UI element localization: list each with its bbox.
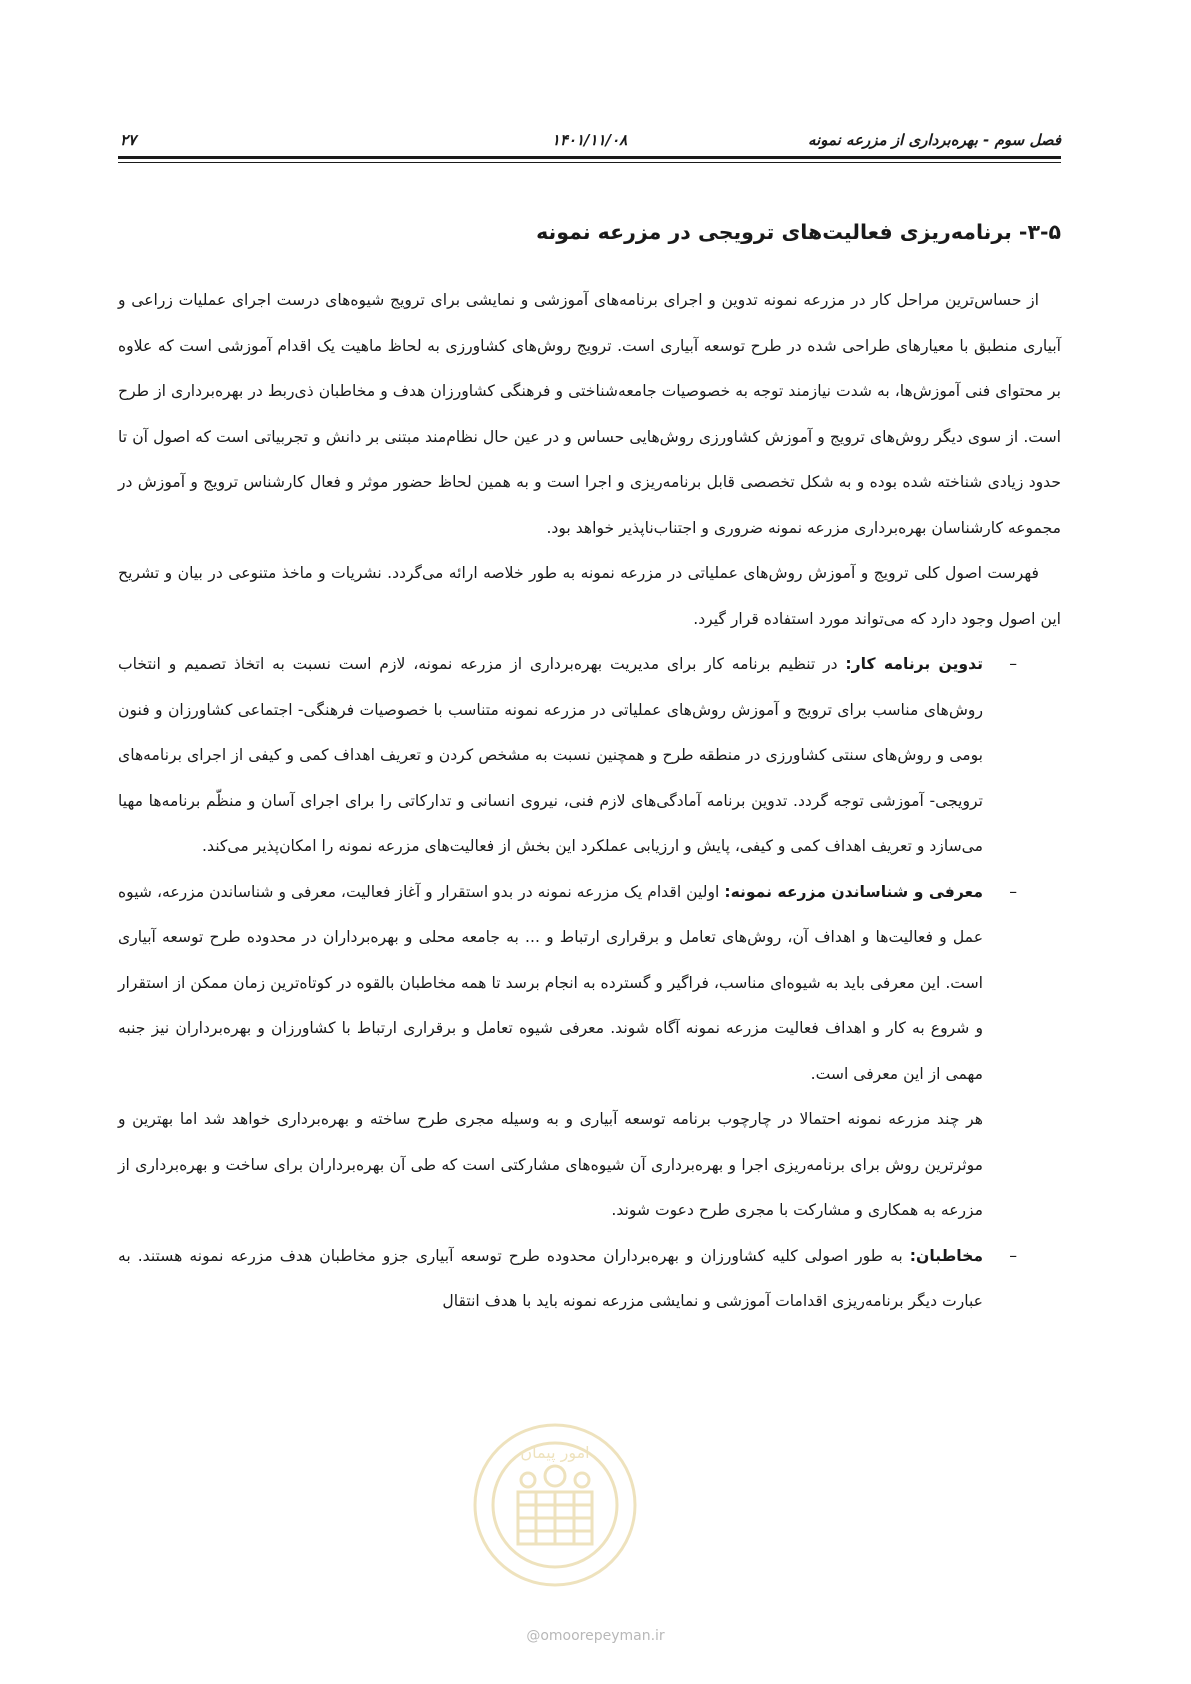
list-item	[118, 642, 1061, 870]
list-item	[118, 870, 1061, 1098]
bullet-dash: –	[1009, 655, 1017, 673]
header-date: ۱۴۰۱/۱۱/۰۸	[551, 131, 628, 149]
section-heading: ۳-۵- برنامه‌ریزی فعالیت‌های ترویجی در مزرعه نمونه	[536, 220, 1061, 244]
header-rule-thick	[118, 156, 1061, 159]
section-body	[118, 278, 1061, 1325]
list-item-text: در تنظیم برنامه کار برای مدیریت بهره‌برداری از مزرعه نمونه، لازم است نسبت به اتخاذ تصمیم و انتخاب روش‌های مناسب برای ترویج و آموزش روش‌های عملیاتی در مزرعه نمونه متناسب با خصوصیات فرهنگی- اجتماعی کشاورزان و فنون بومی و روش‌های سنتی کشاورزی در منطقه طرح و همچنین نسبت به مشخص کردن و تعریف اهداف کمی و کیفی از اجرای برنامه‌های ترویجی- آموزشی توجه گردد. تدوین برنامه آمادگی‌های لازم فنی، نیروی انسانی و تدارکاتی را برای اجرای آسان و منظّم برنامه‌ها مهیا می‌سازد و تعریف اهداف کمی و کیفی، پایش و ارزیابی عملکرد این بخش از فعالیت‌های مزرعه نمونه را امکان‌پذیر می‌کند.	[118, 655, 983, 855]
chapter-title: فصل سوم - بهره‌برداری از مزرعه نمونه	[808, 131, 1061, 149]
list-item-text: اولین اقدام یک مزرعه نمونه در بدو استقرار و آغاز فعالیت، معرفی و شناساندن مزرعه، شیوه عمل و فعالیت‌ها و اهداف آن، روش‌های تعامل و برقراری ارتباط و ... به جامعه محلی و بهره‌برداران در محدوده طرح توسعه آبیاری است. این معرفی باید به شیوه‌ای مناسب، فراگیر و گسترده به انجام برسد تا همه مخاطبان بالقوه در کوتاه‌ترین زمان ممکن از استقرار و شروع به کار و اهداف فعالیت مزرعه نمونه آگاه شوند. معرفی شیوه تعامل و برقراری ارتباط با کشاورزان و بهره‌برداران نیز جنبه مهمی از این معرفی است.	[118, 882, 983, 1083]
list-item	[118, 1234, 1061, 1325]
bullet-dash: –	[1009, 1246, 1017, 1265]
list-intro-paragraph: فهرست اصول کلی ترویج و آموزش روش‌های عملیاتی در مزرعه نمونه به طور خلاصه ارائه می‌گردد. نشریات و ماخذ متنوعی در بیان و تشریح این اصول وجود دارد که می‌تواند مورد استفاده قرار گیرد.	[118, 564, 1061, 628]
watermark-seal-icon	[470, 1420, 640, 1590]
watermark-url: @omoorepeyman.ir	[526, 1628, 665, 1644]
list-item-term: معرفی و شناساندن مزرعه نمونه:	[724, 882, 984, 901]
header-rule-thin	[118, 162, 1061, 163]
list-item-term: تدوین برنامه کار:	[845, 655, 983, 673]
bullet-dash: –	[1009, 882, 1017, 901]
intro-paragraph: از حساس‌ترین مراحل کار در مزرعه نمونه تدوین و اجرای برنامه‌های آموزشی و نمایشی برای ترویج شیوه‌های درست اجرای عملیات زراعی و آبیاری منطبق با معیارهای طراحی شده در طرح توسعه آبیاری است. ترویج روش‌های کشاورزی به لحاظ ماهیت یک اقدام آموزشی است که علاوه بر محتوای فنی آموزش‌ها، به شدت نیازمند توجه به خصوصیات جامعه‌شناختی و فرهنگی کشاورزان هدف و مخاطبان ذی‌ربط در بهره‌برداری از طرح است. از سوی دیگر روش‌های ترویج و آموزش کشاورزی روش‌هایی حساس و در عین حال نظام‌مند مبتنی بر دانش و تجربیاتی است که اصول آن تا حدود زیادی شناخته شده بوده و به شکل تخصصی قابل برنامه‌ریزی و اجرا است و به همین لحاظ حضور موثر و فعال کارشناس ترویج و آموزش در مجموعه کارشناسان بهره‌برداری مزرعه نمونه ضروری و اجتناب‌ناپذیر خواهد بود.	[118, 291, 1061, 537]
list-item-term: مخاطبان:	[909, 1246, 983, 1265]
seal-text: امور پیمان	[520, 1443, 590, 1462]
sub-paragraph: هر چند مزرعه نمونه احتمالا در چارچوب برنامه توسعه آبیاری و به وسیله مجری طرح ساخته و بهره‌برداری خواهد شد اما بهترین و موثرترین روش برای برنامه‌ریزی اجرا و بهره‌برداری آن شیوه‌های مشارکتی است که طی آن بهره‌برداران برای ساخت و بهره‌برداری از مزرعه به همکاری و مشارکت با مجری طرح دعوت شوند.	[118, 1110, 983, 1219]
page-header	[118, 128, 1061, 154]
list-item-text: به طور اصولی کلیه کشاورزان و بهره‌برداران محدوده طرح توسعه آبیاری جزو مخاطبان هدف مزرعه نمونه هستند. به عبارت دیگر برنامه‌ریزی اقدامات آموزشی و نمایشی مزرعه نمونه باید با هدف انتقال	[118, 1246, 983, 1310]
page-number: ۲۷	[120, 131, 137, 149]
